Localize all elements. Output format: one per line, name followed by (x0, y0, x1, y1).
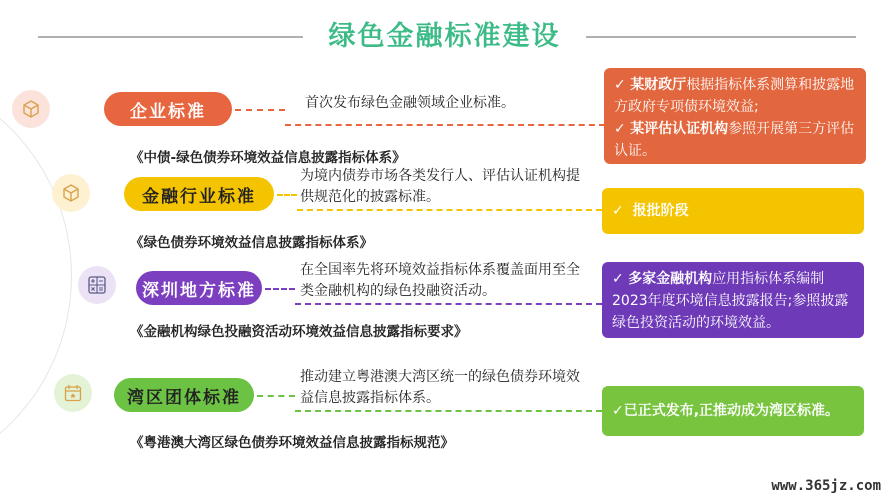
row-1-outcome-box (604, 68, 866, 164)
row-2-connector (277, 194, 297, 196)
row-1-connector (235, 109, 285, 111)
row-2-icon-circle (52, 174, 90, 212)
row-4-icon-circle (54, 374, 92, 412)
row-2-outcome-box (602, 188, 864, 234)
row-4-document: 《粤港澳大湾区绿色债券环境效益信息披露指标规范》 (130, 435, 454, 451)
row-4-outcome-box (602, 386, 864, 436)
row-1-description: 首次发布绿色金融领域企业标准。 (305, 95, 515, 111)
row-2-description: 为境内债券市场各类发行人、评估认证机构提供规范化的披露标准。 (300, 168, 580, 205)
row-2-outcome-line-1: ✓ 报批阶段 (612, 203, 689, 219)
page-title: 绿色金融标准建设 (328, 21, 561, 52)
row-1-connector-long (285, 124, 605, 126)
row-1-outcome-line-1: ✓ 某财政厅根据指标体系测算和披露地方政府专项债环境效益; (614, 77, 855, 115)
watermark: www.365jz.com (771, 478, 881, 494)
row-3-icon-circle (78, 266, 116, 304)
row-1-label: 企业标准 (104, 92, 232, 126)
row-2-connector-long (297, 209, 602, 211)
row-2-label: 金融行业标准 (124, 177, 274, 211)
row-3-connector-long (295, 303, 602, 305)
row-3-description: 在全国率先将环境效益指标体系覆盖面用至全类金融机构的绿色投融资活动。 (300, 262, 580, 299)
row-3-outcome-line-1: ✓ 多家金融机构应用指标体系编制2023年度环境信息披露报告;参照披露绿色投资活动的环境效益。 (612, 271, 849, 331)
calendar-icon (63, 383, 83, 403)
row-2-document: 《绿色债券环境效益信息披露指标体系》 (130, 235, 373, 251)
row-3-outcome-box (602, 262, 864, 338)
row-4-description: 推动建立粤港澳大湾区统一的绿色债券环境效益信息披露指标体系。 (300, 369, 580, 406)
row-3-connector (265, 288, 295, 290)
row-1-icon-circle (12, 90, 50, 128)
row-3-label: 深圳地方标准 (136, 271, 262, 305)
decorative-arc (0, 70, 72, 482)
row-4-connector (257, 395, 295, 397)
row-4-outcome-line-1: ✓已正式发布,正推动成为湾区标准。 (612, 403, 840, 419)
row-1-document: 《中债-绿色债券环境效益信息披露指标体系》 (130, 150, 406, 166)
row-3-document: 《金融机构绿色投融资活动环境效益信息披露指标要求》 (130, 324, 468, 340)
row-4-connector-long (295, 410, 602, 412)
calculator-icon (87, 275, 107, 295)
cube-icon (61, 183, 81, 203)
cube-icon (21, 99, 41, 119)
row-4-label: 湾区团体标准 (114, 378, 254, 412)
row-1-outcome-line-2: ✓ 某评估认证机构参照开展第三方评估认证。 (614, 121, 855, 159)
